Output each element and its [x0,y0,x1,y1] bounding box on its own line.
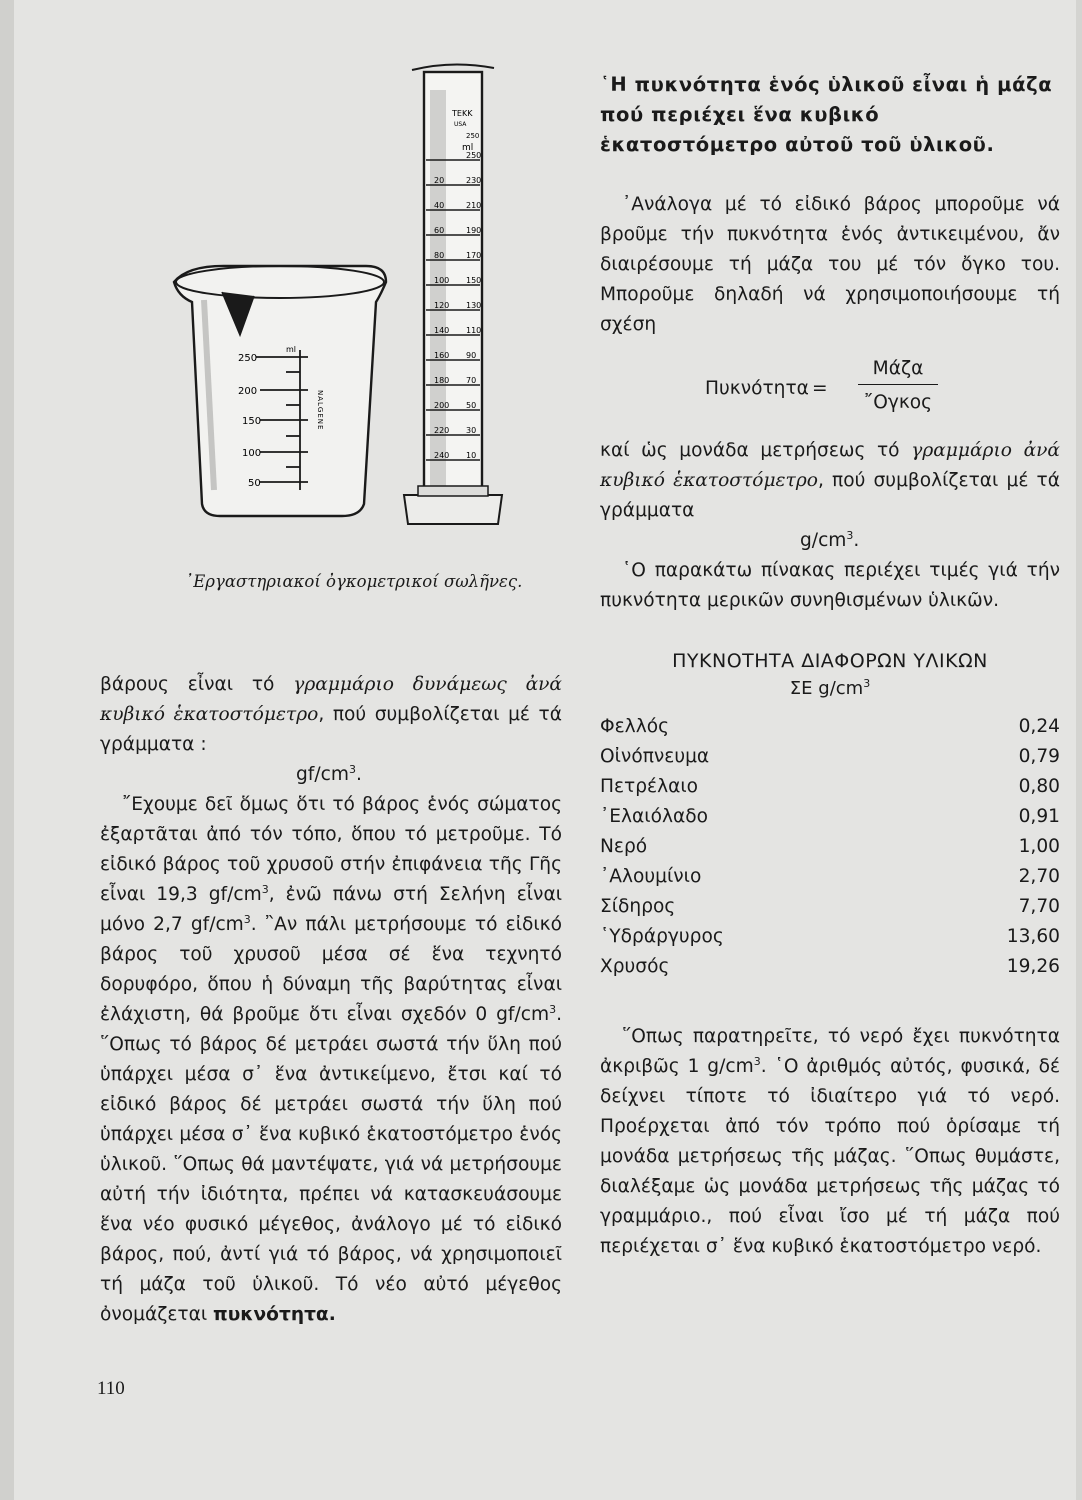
graduation-label: 240 [434,451,450,460]
formula-lhs: Πυκνότητα [705,378,809,399]
paragraph: ῾Ο παρακάτω πίνακας περιέχει τιμές γιά τήν πυκνότητα μερικῶν συνηθισμένων ὑλικῶν. [600,560,1060,611]
formula-denominator: ῎Ογκος [863,392,933,413]
page-number: 110 [97,1378,125,1399]
superscript: 3 [863,677,871,690]
graduation-label: 220 [434,426,450,435]
text: . ῍Αν πάλι μετρήσουμε τό εἰδικό βάρος τοῦ χρυσοῦ μέσα σέ ἕνα τεχνητό δορυφόρο, ὅπου ἡ δύναμη τῆς βαρύτητας εἶναι ἐλάχιστη, θά βροῦμε ὅτι εἶναι σχεδόν 0 gf/cm [100,914,562,1025]
density-value: 0,24 [1018,716,1060,737]
text: ῞Οπως παρατηρεῖτε, τό νερό ἔχει πυκνότητα ἀκριβῶς 1 g/cm [600,1026,1060,1077]
density-value: 2,70 [1018,866,1060,887]
graduated-cylinder [404,64,502,524]
text: , πού συμβολίζεται μέ τά γράμματα : [100,704,562,755]
density-formula [600,354,1060,418]
graduation-label: 10 [466,451,477,460]
material-name: ᾿Αλουμίνιο [600,866,702,887]
table-row [600,892,1060,922]
material-name: ᾿Ελαιόλαδο [600,806,708,827]
graduation-label: 200 [434,401,450,410]
cylinder-unit: ml [462,143,474,153]
paragraph [600,436,1060,526]
unit-line: $g/cm^3$. [800,528,860,551]
graduation-label: 20 [434,176,445,185]
key-term: πυκνότητα. [213,1304,336,1325]
table-row [600,952,1060,982]
page-right-edge [1076,0,1082,1500]
graduation-label: 230 [466,176,482,185]
cylinder-brand: TEKK [452,109,473,118]
text: , πού συμβολίζεται μέ τά γράμματα [600,470,1060,521]
superscript: 3 [243,912,251,926]
table-row [600,802,1060,832]
page-binding-edge [0,0,14,1500]
beaker-brand: NALGENE [316,390,324,431]
material-name: Χρυσός [600,956,670,977]
text: . ῾Ο ἀριθμός αὐτός, φυσικά, δέ δείχνει τίποτε τό ἰδιαίτερο γιά τό νερό. Προέρχεται ἀπό τόν τρόπο πού ὁρίσαμε τή μονάδα μετρήσεως τῆς μάζας. ῞Οπως θυμάστε, διαλέξαμε ὡς μονάδα μετρήσεως τῆς μάζας τό γραμμάριο., πού εἶναι ἴσο μέ τή μάζα πού περιέχεται σ᾽ ἕνα κυβικό ἑκατοστόμετρο νερό. [600,1056,1060,1257]
superscript: 3 [846,528,854,542]
density-value: 0,79 [1018,746,1060,767]
table-row [600,742,1060,772]
text: , ἐνῶ πάνω στή Σελήνη εἶναι μόνο 2,7 gf/cm [100,884,562,935]
graduation-label: 250 [466,151,482,160]
definition-heading: ῾Η πυκνότητα ἑνός ὑλικοῦ εἶναι ἡ μάζα πού περιέχει ἕνα κυβικό ἑκατοστόμετρο αὐτοῦ τοῦ ὑλικοῦ. [600,73,1053,156]
graduation-label: 100 [434,276,450,285]
superscript: 3 [753,1054,761,1068]
formula-numerator: Μάζα [872,358,924,379]
paragraph: ᾿Ανάλογα μέ τό εἰδικό βάρος μποροῦμε νά βροῦμε τήν πυκνότητα ἑνός ἀντικειμένου, ἄν διαιρέσουμε τή μάζα του μέ τόν ὄγκο του. Μποροῦμε δηλαδή νά χρησιμοποιήσουμε τή σχέση [600,194,1060,335]
superscript: 3 [348,762,356,776]
text: ῎Εχουμε δεῖ ὅμως ὅτι τό βάρος ἑνός σώματος ἐξαρτᾶται ἀπό τόν τόπο, ὅπου τό μετροῦμε. Τό εἰδικό βάρος τοῦ χρυσοῦ στήν ἐπιφάνεια τῆς Γῆς εἶναι 19,3 gf/cm [100,794,562,905]
unit-line: $gf/cm^3$. [296,762,362,785]
paragraph [600,1022,1060,1262]
table-title: ΠΥΚΝΟΤΗΤΑ ΔΙΑΦΟΡΩΝ ΥΛΙΚΩΝ [672,650,988,672]
density-value: 0,91 [1018,806,1060,827]
material-name: Σίδηρος [600,896,676,917]
graduation-label: 190 [466,226,482,235]
table-row [600,712,1060,742]
material-name: Νερό [600,836,648,857]
material-name: Οἰνόπνευμα [600,746,710,767]
italic-term: γραμμάριο δυνάμεως ἀνά κυβικό ἑκατοστόμετρο [100,674,562,725]
right-column [600,70,1060,1262]
formula-equals: = [812,378,828,399]
left-column [100,670,562,1330]
paragraph [100,790,562,1330]
superscript: 3 [261,882,269,896]
italic-term: γραμμάριο ἀνά κυβικό ἑκατοστόμετρο [600,440,1060,491]
density-value: 0,80 [1018,776,1060,797]
cylinder-capacity: 250 [466,132,480,140]
density-value: 1,00 [1018,836,1060,857]
graduation-label: 150 [466,276,482,285]
beaker-mark: 100 [242,448,262,459]
graduation-label: 120 [434,301,450,310]
graduation-label: 70 [466,376,477,385]
text: . ῞Οπως τό βάρος δέ μετράει σωστά τήν ὕλη πού ὑπάρχει μέσα σ᾽ ἕνα ἀντικείμενο, ἔτσι καί τό εἰδικό βάρος δέ μετράει σωστά τήν ὕλη πού ὑπάρχει μέσα σ᾽ ἕνα κυβικό ἑκατοστόμετρο ἑνός ὑλικοῦ. ῞Οπως θά μαντέψατε, γιά νά μετρήσουμε αὐτή τήν ἰδιότητα, πρέπει νά κατασκευάσουμε ἕνα νέο φυσικό μέγεθος, ἀνάλογο μέ τό εἰδικό βάρος, πού, ἀντί γιά τό βάρος, νά χρησιμοποιεῖ τή μάζα τοῦ ὑλικοῦ. Τό νέο αὐτό μέγεθος ὀνομάζεται [100,1004,562,1325]
beaker-mark: 50 [248,478,261,489]
figure-caption: ᾿Εργαστηριακοί ὀγκομετρικοί σωλῆνες. [185,572,523,591]
material-name: Φελλός [600,716,669,737]
table-row [600,772,1060,802]
beaker-mark: 250 [238,353,258,364]
density-value: 19,26 [1006,956,1060,977]
graduation-label: 30 [466,426,477,435]
graduation-label: 130 [466,301,482,310]
fraction-bar [858,384,938,385]
density-value: 7,70 [1018,896,1060,917]
density-table [600,712,1060,982]
graduation-label: 60 [434,226,445,235]
material-name: ῾Υδράργυρος [600,926,724,947]
graduation-label: 80 [434,251,445,260]
graduation-label: 160 [434,351,450,360]
unit-symbol: gf/cm [296,764,349,785]
graduation-label: 50 [466,401,477,410]
beaker-mark: 200 [238,386,258,397]
graduation-label: 110 [466,326,482,335]
beaker [174,266,386,516]
table-row [600,922,1060,952]
table-row [600,862,1060,892]
unit-symbol: g/cm [800,530,847,551]
text: βάρους εἶναι τό [100,674,294,695]
text: ΣΕ g/cm [789,678,864,699]
lab-glassware-illustration [168,60,558,530]
graduation-label: 210 [466,201,482,210]
text: καί ὡς μονάδα μετρήσεως τό [600,440,912,461]
material-name: Πετρέλαιο [600,776,699,797]
graduation-label: 40 [434,201,445,210]
superscript: 3 [549,1002,557,1016]
table-row [600,832,1060,862]
density-value: 13,60 [1006,926,1060,947]
beaker-unit-label: ml [286,345,297,354]
graduation-label: 140 [434,326,450,335]
paragraph [100,670,562,760]
graduation-label: 180 [434,376,450,385]
graduation-label: 90 [466,351,477,360]
table-subtitle [600,674,1060,704]
beaker-mark: 150 [242,416,262,427]
cylinder-origin: USA [454,121,467,128]
graduation-label: 170 [466,251,482,260]
